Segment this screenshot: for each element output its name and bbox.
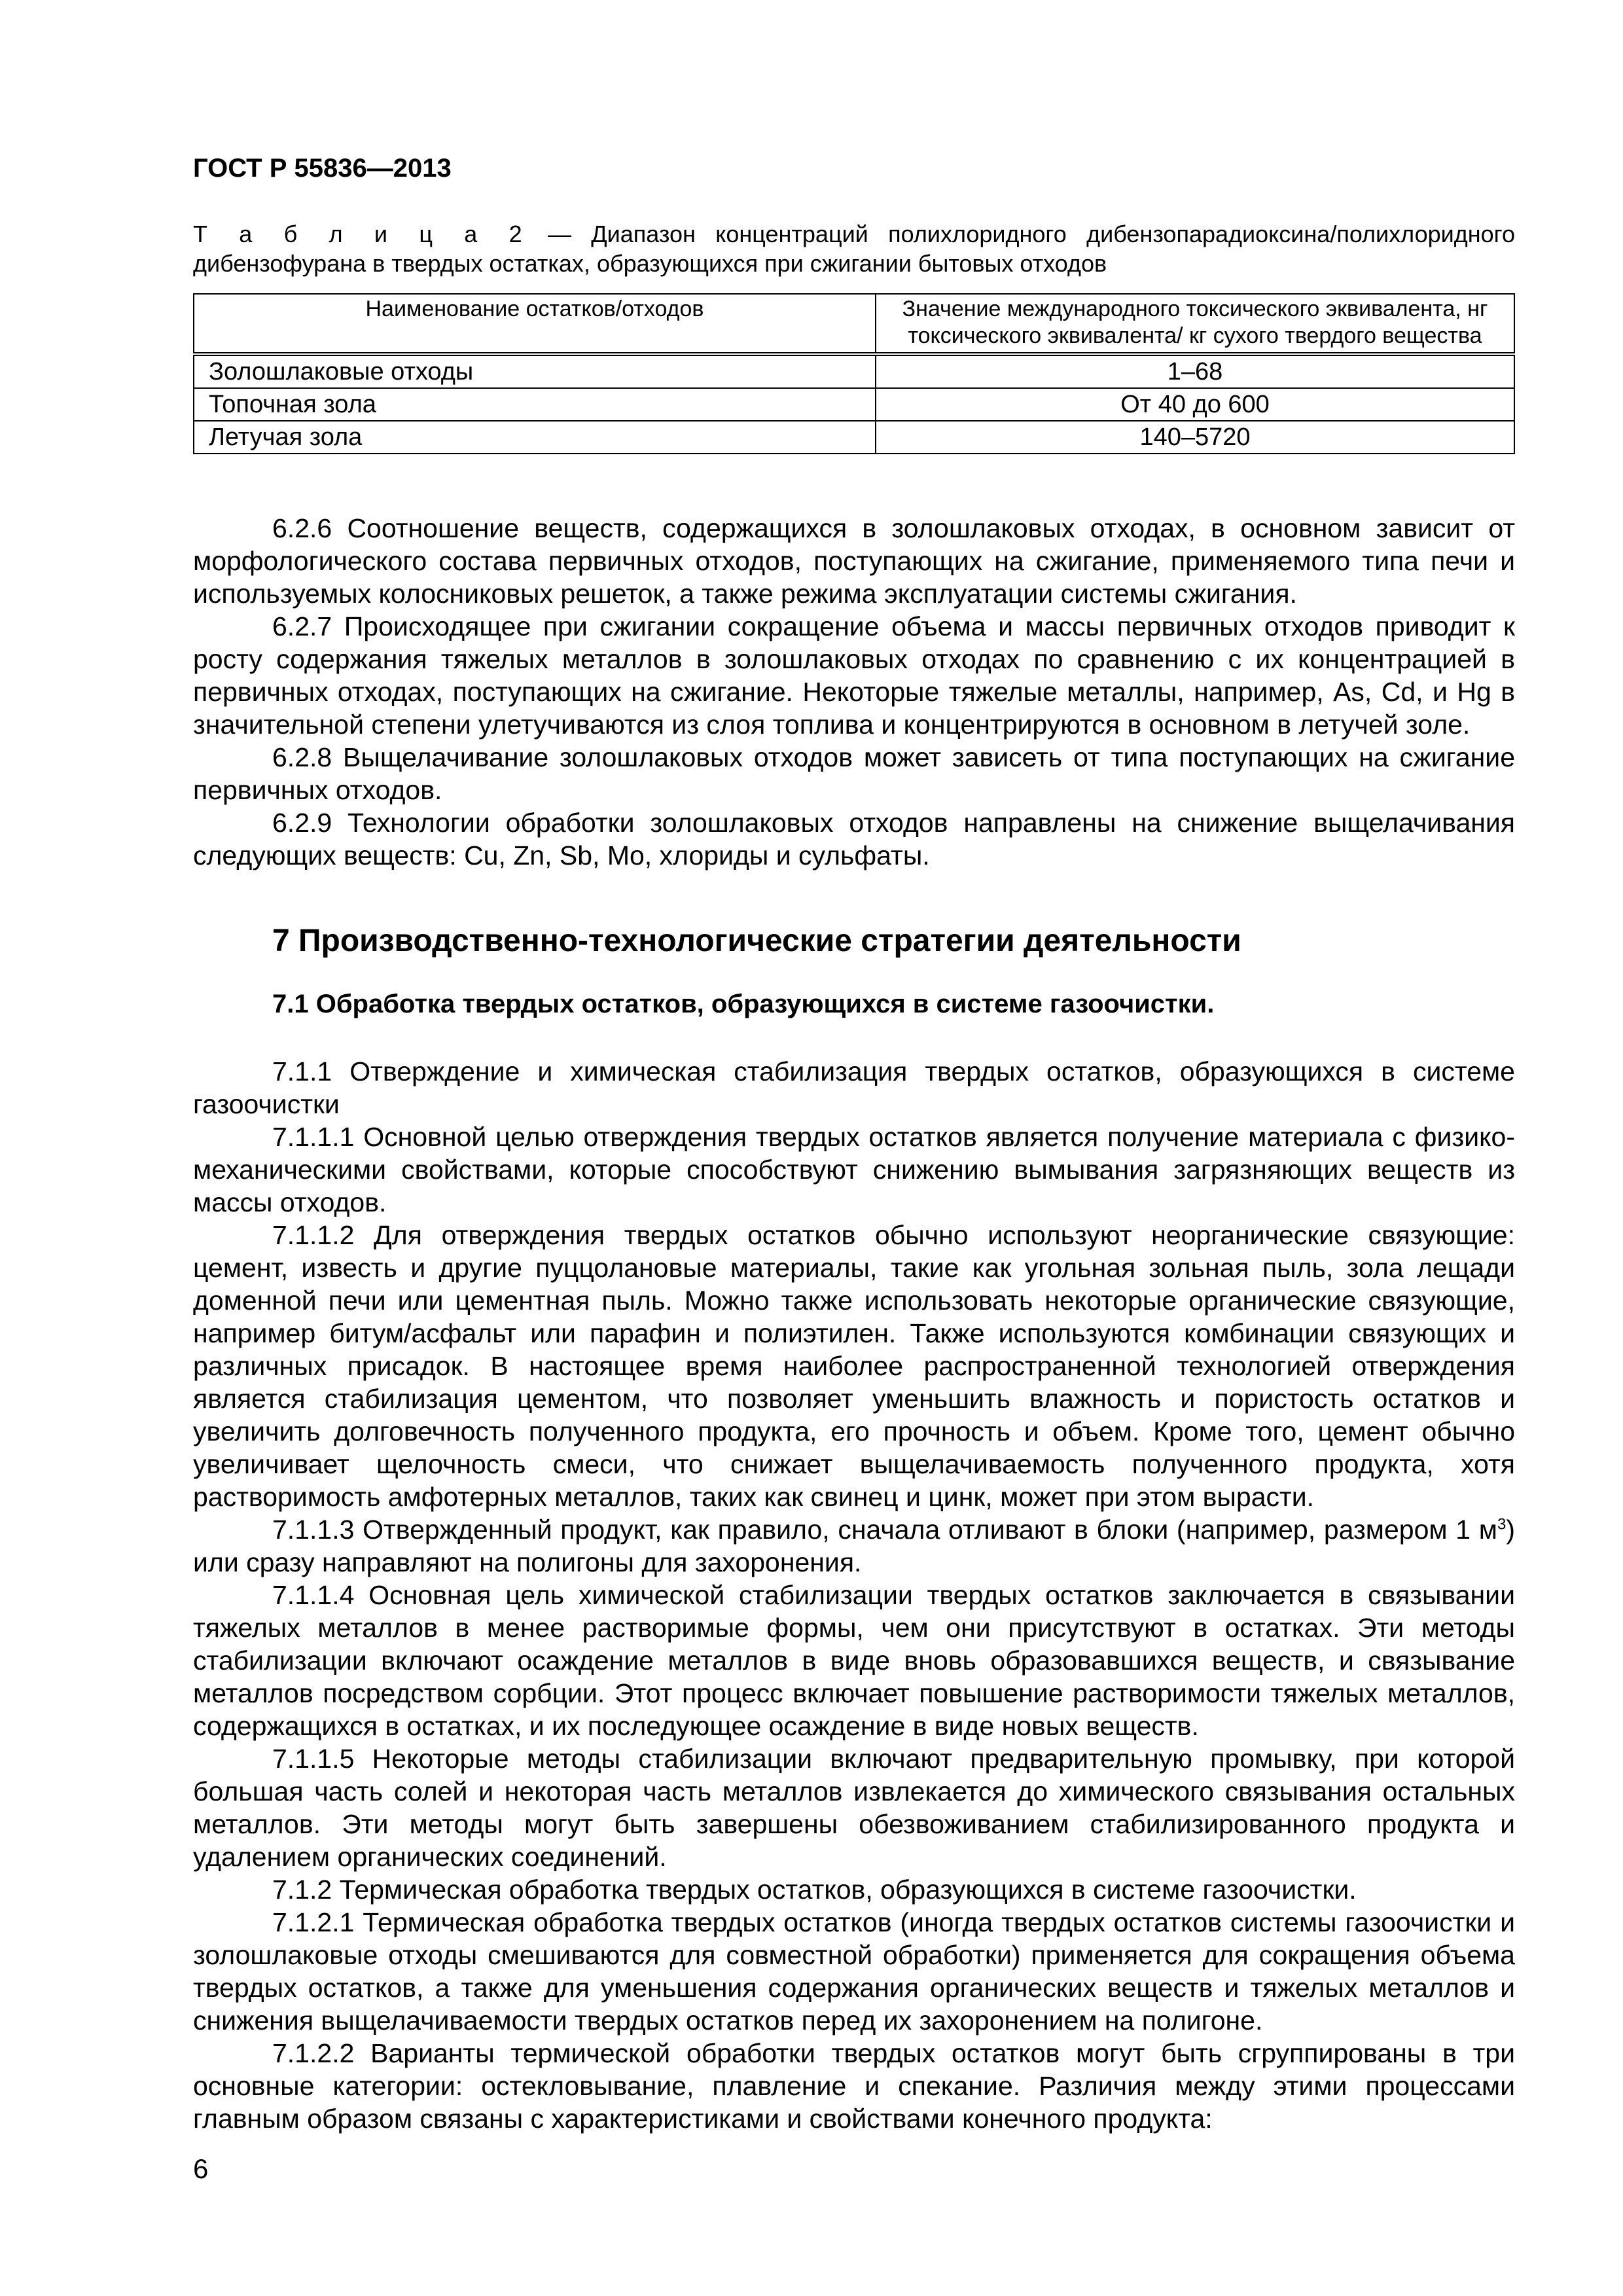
teq-value: 140–5720 <box>876 421 1514 454</box>
paragraph-7-1-2-1: 7.1.2.1 Термическая обработка твердых остатков (иногда твердых остатков системы газоочистки и золошлаковые отходы смешиваются для совместной обработки) применяется для сокращения объема твердых остатков, а также для уменьшения содержания органических веществ и тяжелых металлов и снижения выщелачиваемости твердых остатков перед их захоронением на полигоне. <box>193 1907 1515 2036</box>
paragraph-6-2-8: 6.2.8 Выщелачивание золошлаковых отходов может зависеть от типа поступающих на сжигание первичных отходов. <box>193 742 1515 805</box>
residue-name: Топочная зола <box>194 388 876 421</box>
table-caption-text: — Диапазон концентраций полихлоридного дибензопарадиоксина/полихлоридного дибензофурана в твердых остатках, образующихся при сжигании бытовых отходов <box>193 221 1515 277</box>
paragraph-6-2-9: 6.2.9 Технологии обработки золошлаковых отходов направлены на снижение выщелачивания следующих веществ: Cu, Zn, Sb, Mo, хлориды и сульфаты. <box>193 808 1515 870</box>
section-7-paragraphs <box>193 1055 1515 2135</box>
paragraph-7-1-1-4: 7.1.1.4 Основная цель химической стабилизации твердых остатков заключается в связывании тяжелых металлов в менее растворимые формы, чем они присутствуют в остатках. Эти методы стабилизации включают осаждение металлов в виде вновь образовавшихся веществ, и связывание металлов посредством сорбции. Этот процесс включает повышение растворимости тяжелых металлов, содержащихся в остатках, и их последующее осаждение в виде новых веществ. <box>193 1580 1515 1741</box>
teq-value: 1–68 <box>876 354 1514 388</box>
paragraph-6-2-7: 6.2.7 Происходящее при сжигании сокращение объема и массы первичных отходов приводит к росту содержания тяжелых металлов в золошлаковых отходах по сравнению с их концентрацией в первичных отходах, поступающих на сжигание. Некоторые тяжелые металлы, например, As, Cd, и Hg в значительной степени улетучиваются из слоя топлива и концентрируются в основном в летучей золе. <box>193 611 1515 740</box>
table-header-row <box>194 294 1514 354</box>
paragraph-7-1-2-2: 7.1.2.2 Варианты термической обработки твердых остатков могут быть сгруппированы в три основные категории: остекловывание, плавление и спекание. Различия между этими процессами главным образом связаны с характеристиками и свойствами конечного продукта: <box>193 2038 1515 2134</box>
paragraph-7-1-1: 7.1.1 Отверждение и химическая стабилизация твердых остатков, образующихся в системе газоочистки <box>193 1056 1515 1119</box>
section-6-paragraphs <box>193 512 1515 872</box>
p4-text-after: ) или сразу направляют на полигоны для захоронения. <box>193 1515 1515 1577</box>
concentration-table <box>193 293 1515 454</box>
table-caption-label: Т а б л и ц а 2 <box>193 221 528 247</box>
table-row <box>194 421 1514 454</box>
table-row <box>194 354 1514 388</box>
section-7-heading: 7 Производственно-технологические стратегии деятельности <box>272 924 1241 958</box>
paragraph-7-1-2: 7.1.2 Термическая обработка твердых остатков, образующихся в системе газоочистки. <box>272 1874 1357 1905</box>
page-number: 6 <box>193 2153 209 2184</box>
teq-value: От 40 до 600 <box>876 388 1514 421</box>
residue-name: Летучая зола <box>194 421 876 454</box>
residue-name: Золошлаковые отходы <box>194 354 876 388</box>
paragraph-7-1-1-5: 7.1.1.5 Некоторые методы стабилизации включают предварительную промывку, при которой большая часть солей и некоторая часть металлов извлекается до химического связывания остальных металлов. Эти методы могут быть завершены обезвоживанием стабилизированного продукта и удалением органических соединений. <box>193 1744 1515 1872</box>
column-header-residue: Наименование остатков/отходов <box>194 294 876 354</box>
section-7-1-heading: 7.1 Обработка твердых остатков, образующихся в системе газоочистки. <box>272 990 1215 1018</box>
column-header-teq-value: Значение международного токсического эквивалента, нг токсического эквивалента/ кг сухого твердого вещества <box>876 294 1514 354</box>
superscript-3: 3 <box>1497 1515 1507 1534</box>
paragraph-6-2-6: 6.2.6 Соотношение веществ, содержащихся в золошлаковых отходах, в основном зависит от морфологического состава первичных отходов, поступающих на сжигание, применяемого типа печи и используемых колосниковых решеток, а также режима эксплуатации системы сжигания. <box>193 513 1515 609</box>
paragraph-7-1-1-2: 7.1.1.2 Для отверждения твердых остатков обычно используют неорганические связующие: цемент, известь и другие пуццолановые материалы, такие как угольная зольная пыль, зола лещади доменной печи или цементная пыль. Можно также использовать некоторые органические связующие, например битум/асфальт или парафин и полиэтилен. Также используются комбинации связующих и различных присадок. В настоящее время наиболее распространенной технологией отверждения является стабилизация цементом, что позволяет уменьшить влажность и пористость остатков и увеличить долговечность полученного продукта, его прочность и объем. Кроме того, цемент обычно увеличивает щелочность смеси, что снижает выщелачиваемость полученного продукта, хотя растворимость амфотерных металлов, таких как свинец и цинк, может при этом вырасти. <box>193 1220 1515 1512</box>
document-code-header: ГОСТ Р 55836—2013 <box>193 154 452 183</box>
table-row <box>194 388 1514 421</box>
paragraph-7-1-1-1: 7.1.1.1 Основной целью отверждения твердых остатков является получение материала с физико-механическими свойствами, которые способствуют снижению вымывания загрязняющих веществ из массы отходов. <box>193 1122 1515 1217</box>
paragraph-7-1-1-3 <box>193 1513 1515 1579</box>
p4-text-before: 7.1.1.3 Отвержденный продукт, как правило, сначала отливают в блоки (например, размером 1 м <box>272 1515 1497 1545</box>
table-caption <box>193 219 1515 278</box>
